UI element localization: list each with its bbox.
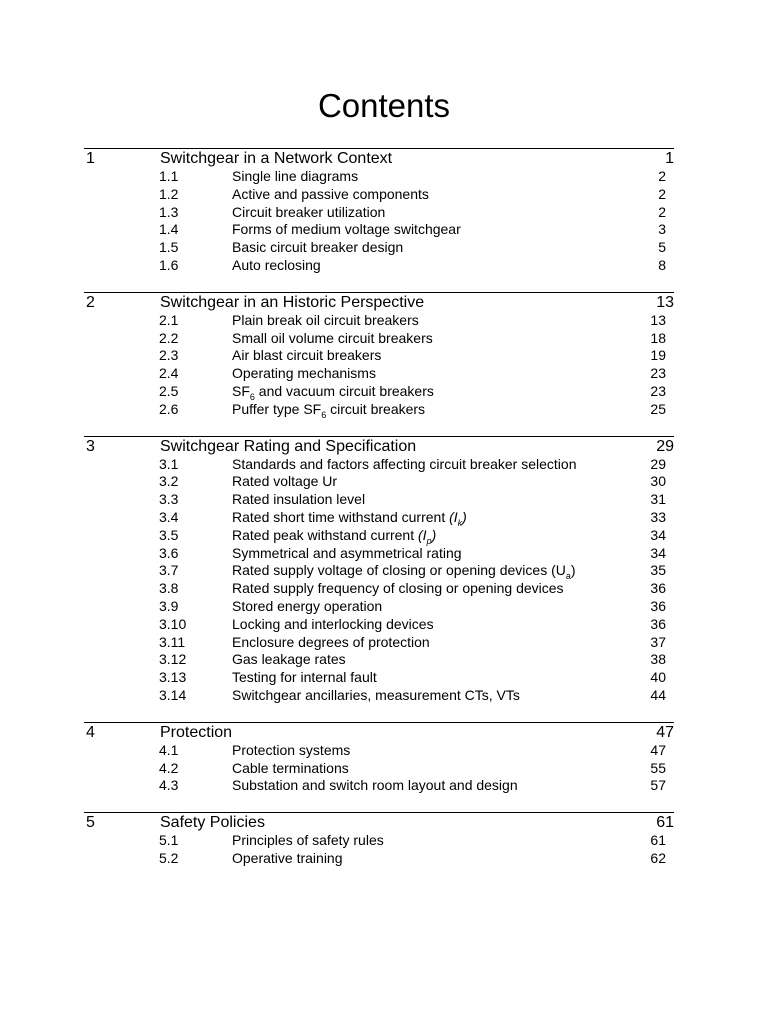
- chapter-title: Safety Policies: [160, 814, 265, 832]
- entry-number: 1.3: [159, 203, 179, 220]
- entry-title: [232, 687, 626, 705]
- chapter-heading[interactable]: [84, 148, 674, 168]
- entry-page-number: 2: [658, 203, 666, 220]
- entry-title: [232, 239, 626, 257]
- entry-number: 1.6: [159, 256, 179, 273]
- toc-entry[interactable]: [84, 850, 674, 868]
- entry-title-text: SF: [232, 382, 250, 399]
- entry-title-text: Rated insulation level: [232, 491, 366, 508]
- chapter-number: 5: [86, 814, 95, 832]
- chapter-section: [84, 436, 674, 705]
- entry-title: [232, 257, 626, 275]
- symbol-close: ): [431, 526, 437, 543]
- toc-entry[interactable]: [84, 832, 674, 850]
- chapter-number: 4: [86, 723, 95, 741]
- entry-title: [232, 509, 626, 527]
- chapter-title: Switchgear in a Network Context: [160, 150, 393, 167]
- entry-number: 2.3: [159, 347, 179, 364]
- entry-title-text: Protection systems: [232, 741, 351, 758]
- entry-title: [232, 383, 626, 401]
- entry-title-text: Rated short time withstand current: [232, 508, 450, 525]
- entry-title-text: Air blast circuit breakers: [232, 347, 382, 364]
- entry-number: 4.1: [159, 741, 179, 758]
- entry-page-number: 25: [650, 400, 666, 417]
- entry-page-number: 8: [658, 256, 666, 273]
- entry-title-text: Switchgear ancillaries, measurement CTs, VTs: [232, 686, 520, 703]
- chapter-heading[interactable]: [84, 436, 674, 456]
- entry-title: [232, 760, 626, 778]
- entry-title: [232, 491, 626, 509]
- entry-title-text: Basic circuit breaker design: [232, 239, 404, 256]
- entry-title: [232, 651, 626, 669]
- entry-page-number: 44: [650, 686, 666, 703]
- entry-title: [232, 168, 626, 186]
- chapter-page-number: 47: [656, 723, 674, 741]
- entry-title-text: Forms of medium voltage switchgear: [232, 221, 461, 238]
- symbol-subscript: k: [457, 517, 463, 528]
- entry-title: [232, 634, 626, 652]
- entry-title: [232, 527, 626, 545]
- entry-title: [232, 598, 626, 616]
- entry-title: [232, 473, 626, 491]
- entry-title: [232, 850, 626, 868]
- toc-entry[interactable]: [84, 456, 674, 474]
- entry-number: 3.11: [159, 633, 186, 650]
- entry-title-text: Principles of safety rules: [232, 832, 384, 849]
- entry-number: 1.4: [159, 221, 179, 238]
- entry-title-text: Operating mechanisms: [232, 365, 376, 382]
- table-of-contents: [84, 148, 674, 885]
- entry-title-text: Rated peak withstand current: [232, 526, 418, 543]
- entry-page-number: 33: [650, 508, 666, 525]
- entry-title-text: Rated supply frequency of closing or opening devices: [232, 580, 564, 597]
- chapter-heading[interactable]: [84, 722, 674, 742]
- entry-title-text: Puffer type SF: [232, 400, 322, 417]
- toc-entry[interactable]: [84, 186, 674, 204]
- entry-title-text: Cable terminations: [232, 759, 349, 776]
- entry-title: [232, 204, 626, 222]
- entry-page-number: 34: [650, 544, 666, 561]
- entry-title-text: Rated supply voltage of closing or opening devices (U: [232, 562, 566, 579]
- toc-entry[interactable]: [84, 168, 674, 186]
- chapter-page-number: 29: [656, 437, 674, 455]
- entry-page-number: 13: [650, 311, 666, 328]
- entry-number: 2.1: [159, 311, 179, 328]
- entry-symbol: [418, 526, 437, 546]
- chapter-section: [84, 292, 674, 419]
- entry-title: [232, 401, 626, 419]
- chapter-page-number: 1: [665, 150, 674, 167]
- entry-title-rest: and vacuum circuit breakers: [254, 382, 434, 399]
- entry-title-rest: circuit breakers: [326, 400, 426, 417]
- entry-page-number: 30: [650, 473, 666, 490]
- title-subscript: a: [565, 571, 571, 582]
- entry-number: 3.5: [159, 526, 179, 543]
- entry-number: 2.4: [159, 365, 179, 382]
- entry-title-text: Testing for internal fault: [232, 669, 377, 686]
- entry-title: [232, 221, 626, 239]
- entry-title: [232, 330, 626, 348]
- toc-entry[interactable]: [84, 580, 674, 598]
- entry-number: 2.2: [159, 329, 179, 346]
- toc-entry[interactable]: [84, 527, 674, 545]
- entry-page-number: 23: [650, 365, 666, 382]
- toc-entry[interactable]: [84, 598, 674, 616]
- chapter-page-number: 13: [656, 293, 674, 311]
- entry-title-text: Substation and switch room layout and design: [232, 777, 518, 794]
- entry-page-number: 23: [650, 382, 666, 399]
- entry-page-number: 19: [650, 347, 666, 364]
- entry-number: 3.7: [159, 562, 179, 579]
- entry-page-number: 40: [650, 669, 666, 686]
- entry-page-number: 5: [658, 239, 666, 256]
- entry-number: 1.5: [159, 239, 179, 256]
- entry-page-number: 62: [650, 849, 666, 866]
- entry-page-number: 57: [650, 777, 666, 794]
- entry-page-number: 38: [650, 651, 666, 668]
- entry-title-text: Standards and factors affecting circuit breaker selection: [232, 455, 577, 472]
- chapter-heading[interactable]: [84, 812, 674, 832]
- entry-title-text: Circuit breaker utilization: [232, 203, 386, 220]
- entry-number: 5.2: [159, 849, 179, 866]
- toc-entry[interactable]: [84, 669, 674, 687]
- entry-title: [232, 186, 626, 204]
- title-subscript: 6: [249, 391, 255, 402]
- symbol-subscript: p: [426, 535, 432, 546]
- toc-entry[interactable]: [84, 365, 674, 383]
- toc-entry[interactable]: [84, 562, 674, 580]
- entry-title: [232, 456, 626, 474]
- chapter-section: [84, 148, 674, 275]
- entry-title: [232, 347, 626, 365]
- entry-title: [232, 580, 626, 598]
- chapter-section: [84, 812, 674, 868]
- chapter-title: Switchgear Rating and Specification: [160, 437, 417, 455]
- entry-number: 2.6: [159, 400, 179, 417]
- entry-number: 3.8: [159, 580, 179, 597]
- toc-entry[interactable]: [84, 491, 674, 509]
- entry-title: [232, 616, 626, 634]
- title-subscript: 6: [321, 409, 327, 420]
- entry-number: 1.1: [159, 168, 179, 184]
- entry-title-text: Plain break oil circuit breakers: [232, 311, 419, 328]
- chapter-title: Switchgear in an Historic Perspective: [160, 293, 425, 311]
- entry-page-number: 2: [658, 185, 666, 202]
- toc-entry[interactable]: [84, 221, 674, 239]
- entry-title: [232, 832, 626, 850]
- chapter-number: 1: [86, 150, 95, 167]
- entry-number: 3.6: [159, 544, 179, 561]
- entry-page-number: 36: [650, 597, 666, 614]
- entry-title-text: Stored energy operation: [232, 597, 383, 614]
- entry-number: 3.9: [159, 597, 179, 614]
- toc-entry[interactable]: [84, 742, 674, 760]
- toc-entry[interactable]: [84, 509, 674, 527]
- toc-entry[interactable]: [84, 347, 674, 365]
- entry-number: 3.1: [159, 455, 179, 472]
- entry-title-text: Single line diagrams: [232, 168, 359, 184]
- chapter-title: Protection: [160, 723, 233, 741]
- entry-title-text: Auto reclosing: [232, 256, 321, 273]
- entry-number: 4.2: [159, 759, 179, 776]
- entry-title: [232, 312, 626, 330]
- entry-page-number: 2: [658, 168, 666, 184]
- entry-title-text: Rated voltage Ur: [232, 473, 338, 490]
- entry-title-text: Locking and interlocking devices: [232, 615, 434, 632]
- entry-number: 3.3: [159, 491, 179, 508]
- entry-title: [232, 562, 626, 580]
- entry-title-text: Active and passive components: [232, 185, 429, 202]
- toc-entry[interactable]: [84, 239, 674, 257]
- symbol-text: (I: [449, 508, 458, 525]
- entry-title-rest: ): [570, 562, 576, 579]
- chapter-number: 3: [86, 437, 95, 455]
- entry-page-number: 31: [650, 491, 666, 508]
- entry-page-number: 36: [650, 615, 666, 632]
- chapter-page-number: 61: [656, 814, 674, 832]
- entry-title: [232, 777, 626, 795]
- entry-number: 3.2: [159, 473, 179, 490]
- entry-title: [232, 742, 626, 760]
- entry-title-text: Operative training: [232, 849, 343, 866]
- chapter-number: 2: [86, 293, 95, 311]
- entry-number: 2.5: [159, 382, 179, 399]
- toc-entry[interactable]: [84, 473, 674, 491]
- toc-entry[interactable]: [84, 616, 674, 634]
- entry-page-number: 18: [650, 329, 666, 346]
- toc-entry[interactable]: [84, 312, 674, 330]
- entry-title: [232, 669, 626, 687]
- entry-page-number: 34: [650, 526, 666, 543]
- entry-number: 3.10: [159, 615, 187, 632]
- symbol-close: ): [462, 508, 467, 525]
- toc-entry[interactable]: [84, 634, 674, 652]
- toc-entry[interactable]: [84, 651, 674, 669]
- entry-page-number: 29: [650, 455, 666, 472]
- entry-number: 5.1: [159, 832, 179, 849]
- entry-symbol: [449, 508, 467, 528]
- entry-title-text: Symmetrical and asymmetrical rating: [232, 544, 462, 561]
- entry-title: [232, 545, 626, 563]
- toc-entry[interactable]: [84, 545, 674, 563]
- entry-number: 1.2: [159, 185, 179, 202]
- entry-number: 3.14: [159, 686, 187, 703]
- entry-title-text: Enclosure degrees of protection: [232, 633, 430, 650]
- entry-page-number: 3: [658, 221, 666, 238]
- toc-entry[interactable]: [84, 401, 674, 419]
- entry-number: 3.13: [159, 669, 187, 686]
- entry-number: 3.4: [159, 508, 179, 525]
- entry-page-number: 61: [650, 832, 666, 849]
- entry-title: [232, 365, 626, 383]
- toc-entry[interactable]: [84, 204, 674, 222]
- toc-entry[interactable]: [84, 330, 674, 348]
- entry-page-number: 37: [650, 633, 666, 650]
- chapter-section: [84, 722, 674, 795]
- entry-page-number: 55: [650, 759, 666, 776]
- symbol-text: (I: [418, 526, 427, 543]
- toc-entry[interactable]: [84, 687, 674, 705]
- entry-number: 3.12: [159, 651, 187, 668]
- entry-page-number: 36: [650, 580, 666, 597]
- entry-title-text: Small oil volume circuit breakers: [232, 329, 433, 346]
- toc-entry[interactable]: [84, 777, 674, 795]
- toc-entry[interactable]: [84, 760, 674, 778]
- page-title: Contents: [317, 87, 451, 124]
- entry-number: 4.3: [159, 777, 179, 794]
- entry-page-number: 35: [650, 562, 666, 579]
- entry-page-number: 47: [650, 741, 666, 758]
- toc-entry[interactable]: [84, 257, 674, 275]
- toc-entry[interactable]: [84, 383, 674, 401]
- chapter-heading[interactable]: [84, 292, 674, 312]
- entry-title-text: Gas leakage rates: [232, 651, 346, 668]
